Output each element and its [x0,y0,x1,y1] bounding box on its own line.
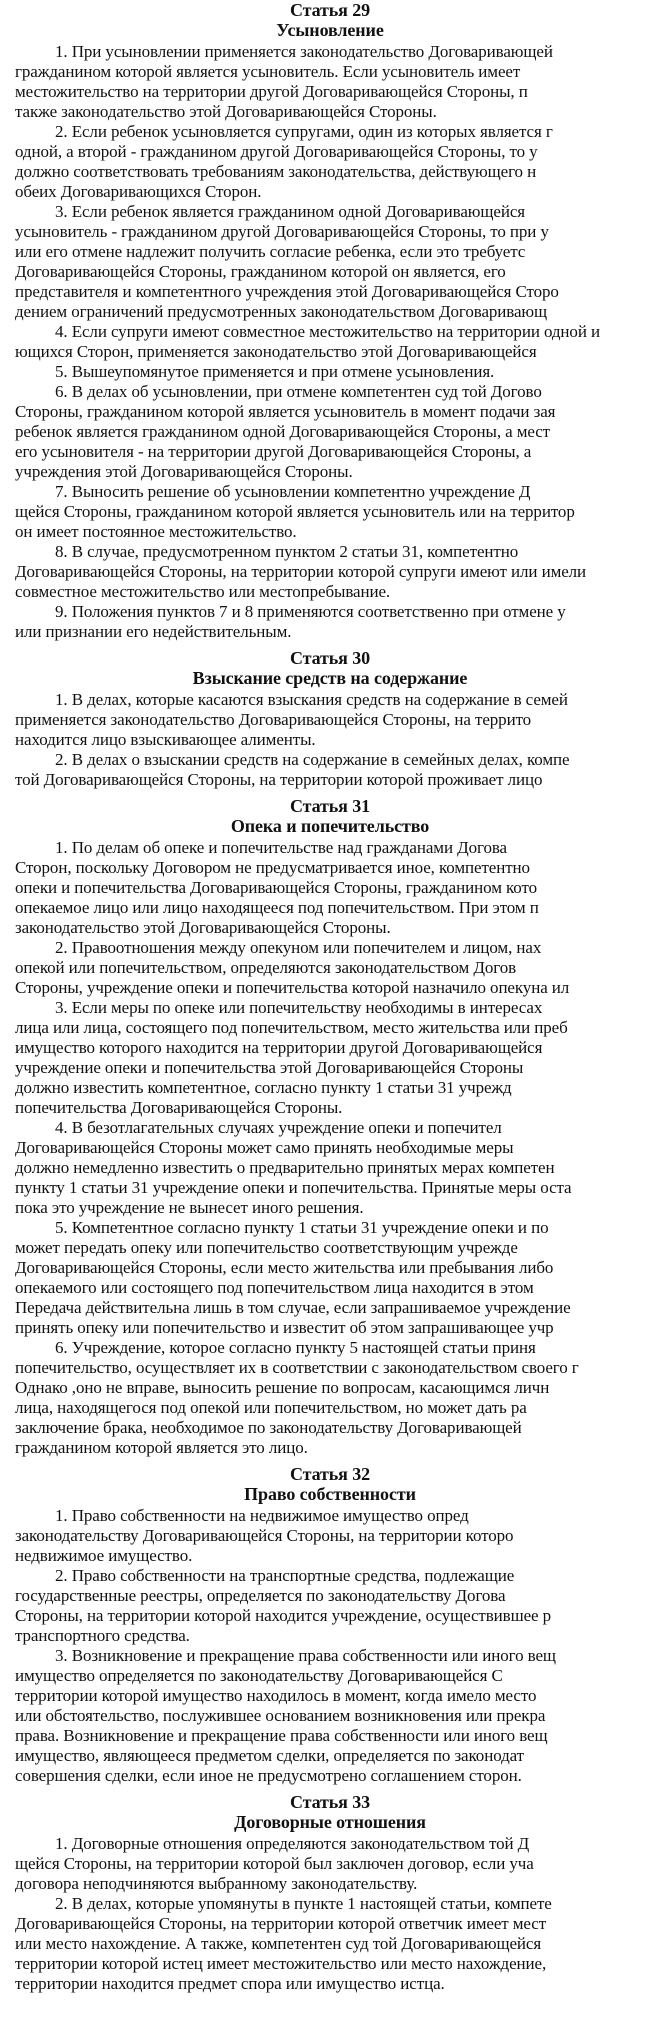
paragraph-line: территории находится предмет спора или имущество истца. [15,1974,445,1993]
paragraph-line: он имеет постоянное местожительство. [15,522,297,541]
paragraph [15,1834,645,1894]
article-title: Усыновление [276,20,384,40]
paragraph [15,1338,645,1458]
paragraph-line: Передача действительна лишь в том случае, если запрашиваемое учреждение [15,1298,571,1317]
paragraph-line: также законодательство этой Договаривающейся Стороны. [15,102,437,121]
paragraph-line: может передать опеку или попечительство соответствующим учрежде [15,1238,518,1257]
paragraph [15,1646,645,1786]
paragraph-line: должно известить компетентное, согласно пункту 1 статьи 31 учрежд [15,1078,512,1097]
paragraph-line: 8. В случае, предусмотренном пунктом 2 статьи 31, компетентно [55,542,519,561]
paragraph-line: пункту 1 статьи 31 учреждение опеки и попечительства. Принятые меры оста [15,1178,572,1197]
paragraph-line: пока это учреждение не вынесет иного решения. [15,1198,364,1217]
paragraph-line: Однако ,оно не вправе, выносить решение по вопросам, касающимся личн [15,1378,550,1397]
document-body [15,0,645,1994]
paragraph [15,998,645,1118]
article-section [15,790,645,1458]
paragraph-line: 9. Положения пунктов 7 и 8 применяются соответственно при отмене у [55,602,566,621]
paragraph [15,1894,645,1994]
paragraph-line: его усыновителя - на территории другой Договаривающейся Стороны, а [15,442,532,461]
paragraph-line: или место нахождение. А также, компетентен суд той Договаривающейся [15,1934,542,1953]
article-title: Взыскание средств на содержание [192,668,468,688]
paragraph-line: 1. По делам об опеке и попечительстве над гражданами Догова [55,838,507,857]
paragraph [15,322,645,362]
paragraph [15,1566,645,1646]
paragraph-line: 2. Правоотношения между опекуном или попечителем и лицом, нах [55,938,542,957]
article-number: Статья 31 [289,796,371,816]
paragraph-line: или его отмене надлежит получить согласие ребенка, если это требуетс [15,242,526,261]
paragraph [15,750,645,790]
paragraph-line: 7. Выносить решение об усыновлении компетентно учреждение Д [55,482,531,501]
paragraph-line: права. Возникновение и прекращение права собственности или иного вещ [15,1726,548,1745]
paragraph-line: щейся Стороны, гражданином которой является усыновитель или на территор [15,502,575,521]
paragraph [15,1506,645,1566]
paragraph [15,1118,645,1218]
paragraph-line: имущество, являющееся предметом сделки, определяется по законодат [15,1746,524,1765]
paragraph-line: имущество которого находится на территории другой Договаривающейся [15,1038,543,1057]
paragraph-line: применяется законодательство Договаривающейся Стороны, на террито [15,710,532,729]
paragraph-line: 4. Если супруги имеют совместное местожительство на территории одной и [55,322,600,341]
paragraph-line: должно немедленно известить о предварительно принятых мерах компетен [15,1158,555,1177]
article-number: Статья 30 [289,648,371,668]
article-section [15,0,645,642]
paragraph-line: 1. При усыновлении применяется законодательство Договаривающей [55,42,553,61]
paragraph-line: Договаривающейся Стороны, если место жительства или пребывания либо [15,1258,554,1277]
paragraph-line: Стороны, гражданином которой является усыновитель в момент подачи зая [15,402,556,421]
article-number: Статья 33 [289,1792,371,1812]
paragraph-line: гражданином которой является это лицо. [15,1438,308,1457]
paragraph [15,838,645,938]
paragraph-line: или признании его недействительным. [15,622,292,641]
paragraph [15,202,645,322]
paragraph-line: государственные реестры, определяется по законодательству Догова [15,1586,506,1605]
paragraph-line: 1. Право собственности на недвижимое имущество опред [55,1506,469,1525]
paragraph-line: 5. Компетентное согласно пункту 1 статьи 31 учреждение опеки и по [55,1218,549,1237]
paragraph-line: ющихся Сторон, применяется законодательство этой Договаривающейся [15,342,537,361]
article-number: Статья 29 [289,0,371,20]
paragraph [15,602,645,642]
paragraph-line: лица или лица, состоящего под попечительством, место жительства или преб [15,1018,568,1037]
paragraph [15,482,645,542]
paragraph-line: опеки и попечительства Договаривающейся Стороны, гражданином кото [15,878,537,897]
paragraph-line: обеих Договаривающихся Сторон. [15,182,262,201]
paragraph [15,542,645,602]
paragraph [15,690,645,750]
paragraph-line: 2. В делах о взыскании средств на содержание в семейных делах, компе [55,750,570,769]
paragraph-line: 1. Договорные отношения определяются законодательством той Д [55,1834,530,1853]
paragraph [15,1218,645,1338]
paragraph-line: Стороны, на территории которой находится учреждение, осуществившее р [15,1606,552,1625]
article-section [15,1786,645,1994]
paragraph-line: опекой или попечительством, определяются законодательством Догов [15,958,517,977]
paragraph-line: должно соответствовать требованиям законодательства, действующего н [15,162,537,181]
article-section [15,642,645,790]
paragraph-line: 4. В безотлагательных случаях учреждение опеки и попечител [55,1118,502,1137]
paragraph-line: гражданином которой является усыновитель. Если усыновитель имеет [15,62,521,81]
paragraph-line: попечительство, осуществляет их в соответствии с законодательством своего г [15,1358,579,1377]
paragraph-line: попечительства Договаривающейся Стороны. [15,1098,343,1117]
paragraph [15,122,645,202]
paragraph-line: недвижимое имущество. [15,1546,193,1565]
paragraph-line: Договаривающейся Стороны может само принять необходимые меры [15,1138,514,1157]
paragraph-line: заключение брака, необходимое по законодательству Договаривающей [15,1418,522,1437]
paragraph-line: Договаривающейся Стороны, гражданином которой он является, его [15,262,506,281]
paragraph-line: принять опеку или попечительство и известит об этом запрашивающее учр [15,1318,554,1337]
paragraph-line: представителя и компетентного учреждения этой Договаривающейся Сторо [15,282,559,301]
paragraph-line: находится лицо взыскивающее алименты. [15,730,316,749]
paragraph-line: территории которой имущество находилось в момент, когда имело место [15,1686,537,1705]
paragraph-line: имущество определяется по законодательству Договаривающейся С [15,1666,503,1685]
paragraph-line: той Договаривающейся Стороны, на территории которой проживает лицо [15,770,543,789]
paragraph-line: Договаривающейся Стороны, на территории которой супруги имеют или имели [15,562,587,581]
paragraph-line: совместное местожительство или местопребывание. [15,582,391,601]
paragraph-line: Договаривающейся Стороны, на территории которой ответчик имеет мест [15,1914,547,1933]
paragraph-line: 3. Возникновение и прекращение права собственности или иного вещ [55,1646,556,1665]
paragraph-line: местожительство на территории другой Договаривающейся Стороны, п [15,82,528,101]
paragraph-line: совершения сделки, если иное не предусмотрено соглашением сторон. [15,1766,522,1785]
paragraph-line: опекаемого или состоящего под попечительством лица находится в этом [15,1278,534,1297]
paragraph-line: территории которой истец имеет местожительство или место нахождение, [15,1954,547,1973]
article-number: Статья 32 [289,1464,371,1484]
article-title: Опека и попечительство [230,816,430,836]
paragraph-line: щейся Стороны, на территории которой был заключен договор, если уча [15,1854,534,1873]
paragraph-line: Сторон, поскольку Договором не предусматривается иное, компетентно [15,858,530,877]
paragraph-line: опекаемое лицо или лицо находящееся под попечительством. При этом п [15,898,539,917]
paragraph-line: договора неподчиняются выбранному законодательству. [15,1874,418,1893]
paragraph-line: 2. В делах, которые упомянуты в пункте 1 настоящей статьи, компете [55,1894,552,1913]
paragraph-line: усыновитель - гражданином другой Договаривающейся Стороны, то при у [15,222,549,241]
paragraph-line: дением ограничений предусмотренных законодательством Договаривающ [15,302,548,321]
paragraph-line: 3. Если меры по опеке или попечительству необходимы в интересах [55,998,543,1017]
paragraph-line: лица, находящегося под опекой или попечительством, но может дать ра [15,1398,527,1417]
paragraph [15,938,645,998]
article-title: Право собственности [244,1484,416,1504]
paragraph-line: учреждения этой Договаривающейся Стороны. [15,462,353,481]
paragraph-line: 5. Вышеупомянутое применяется и при отмене усыновления. [55,362,495,381]
paragraph-line: или обстоятельство, послужившее основанием возникновения или прекра [15,1706,546,1725]
paragraph-line: транспортного средства. [15,1626,190,1645]
paragraph [15,382,645,482]
paragraph-line: 1. В делах, которые касаются взыскания средств на содержание в семей [55,690,568,709]
paragraph-line: 6. В делах об усыновлении, при отмене компетентен суд той Догово [55,382,542,401]
paragraph-line: 6. Учреждение, которое согласно пункту 5 настоящей статьи приня [55,1338,536,1357]
paragraph-line: законодательству Договаривающейся Стороны, на территории которо [15,1526,514,1545]
paragraph-line: ребенок является гражданином одной Договаривающейся Стороны, а мест [15,422,551,441]
paragraph [15,362,645,382]
article-title: Договорные отношения [234,1812,426,1832]
article-section [15,1458,645,1786]
paragraph-line: 2. Право собственности на транспортные средства, подлежащие [55,1566,515,1585]
paragraph-line: 3. Если ребенок является гражданином одной Договаривающейся [55,202,525,221]
paragraph-line: учреждение опеки и попечительства этой Договаривающейся Стороны [15,1058,524,1077]
paragraph-line: 2. Если ребенок усыновляется супругами, один из которых является г [55,122,553,141]
paragraph-line: одной, а второй - гражданином другой Договаривающейся Стороны, то у [15,142,538,161]
paragraph [15,42,645,122]
paragraph-line: Стороны, учреждение опеки и попечительства которой назначило опекуна ил [15,978,570,997]
paragraph-line: законодательство этой Договаривающейся Стороны. [15,918,391,937]
